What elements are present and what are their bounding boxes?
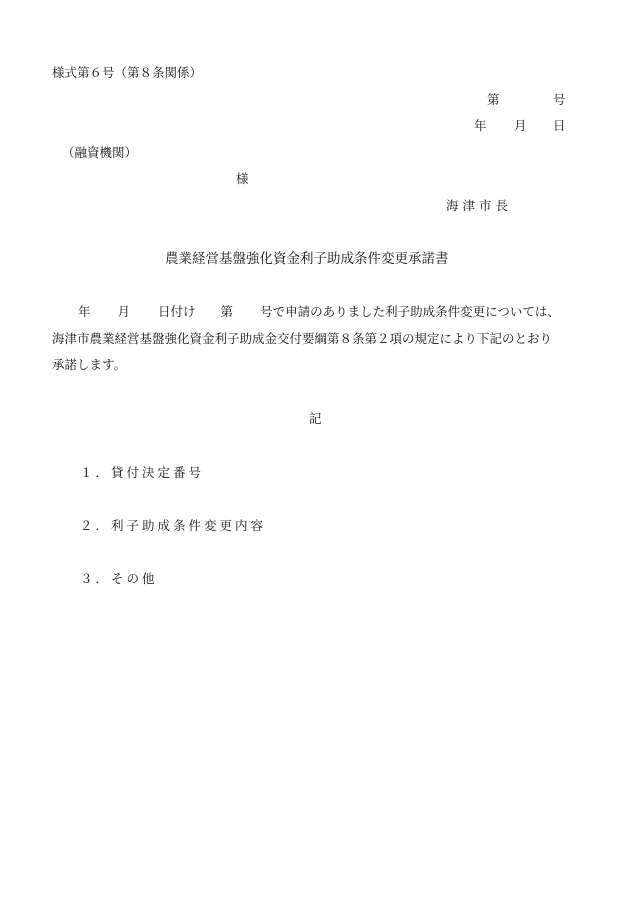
item-condition-change-details: ２．利子助成条件変更内容 — [80, 518, 267, 533]
recipient-honorific: 様 — [236, 171, 249, 186]
body-date-suffix: 日付け — [158, 304, 196, 319]
body-line-1 — [52, 306, 560, 319]
body-year-label: 年 — [78, 304, 91, 319]
date-month-label: 月 — [514, 118, 527, 133]
body-line-2: 海津市農業経営基盤強化資金利子助成金交付要綱第８条第２項の規定により下記のとおり — [52, 331, 553, 346]
note-heading: 記 — [309, 411, 322, 426]
body-number-prefix: 第 — [220, 304, 234, 319]
reference-number-prefix: 第 — [487, 92, 500, 107]
recipient-institution: （融資機関） — [62, 145, 138, 160]
body-line-1-rest: 号で申請のありました利子助成条件変更については、 — [260, 304, 560, 319]
reference-number-suffix: 号 — [553, 92, 566, 107]
body-line-3: 承諾します。 — [52, 357, 127, 372]
item-other: ３．その他 — [80, 571, 158, 586]
body-month-label: 月 — [117, 304, 131, 319]
date-year-label: 年 — [474, 118, 487, 133]
issuer-name: 海 津 市 長 — [446, 198, 508, 213]
date-day-label: 日 — [553, 118, 566, 133]
document-title: 農業経営基盤強化資金利子助成条件変更承諾書 — [165, 251, 449, 267]
form-number-label: 様式第６号（第８条関係） — [52, 65, 203, 80]
item-loan-decision-number: １．貸付決定番号 — [80, 465, 205, 480]
